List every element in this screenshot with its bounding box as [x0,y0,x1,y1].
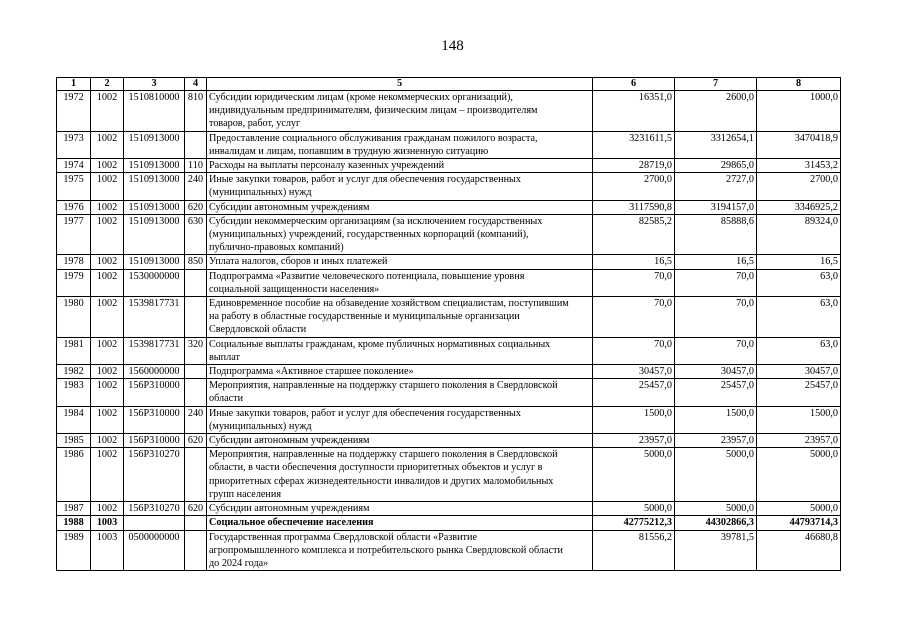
row-number-cell: 1975 [57,173,91,200]
row-number-cell: 1983 [57,379,91,406]
description-cell: Субсидии автономным учреждениям [207,200,593,214]
table-row [57,502,841,516]
expense-type-cell [185,297,207,338]
table-row [57,530,841,571]
expense-type-cell: 630 [185,214,207,255]
table-row [57,337,841,364]
row-number-cell: 1988 [57,516,91,530]
section-code-cell: 1002 [91,365,124,379]
description-cell: Социальное обеспечение населения [207,516,593,530]
expense-type-cell [185,365,207,379]
amount-cell-col6: 70,0 [593,269,675,296]
expense-type-cell [185,269,207,296]
amount-cell-col6: 16,5 [593,255,675,269]
amount-cell-col8: 5000,0 [757,502,841,516]
amount-cell-col6: 16351,0 [593,91,675,132]
expense-type-cell: 320 [185,337,207,364]
target-article-cell: 156P310270 [124,502,185,516]
amount-cell-col8: 23957,0 [757,434,841,448]
description-cell: Единовременное пособие на обзаведение хозяйством специалистам, поступившим на работу в областные государственные и муниципальные организации Свердловской области [207,297,593,338]
amount-cell-col6: 82585,2 [593,214,675,255]
row-number-cell: 1972 [57,91,91,132]
amount-cell-col8: 89324,0 [757,214,841,255]
expense-type-cell: 240 [185,406,207,433]
amount-cell-col7: 70,0 [675,269,757,296]
section-code-cell: 1002 [91,200,124,214]
header-row [57,78,841,91]
amount-cell-col7: 39781,5 [675,530,757,571]
section-code-cell: 1002 [91,214,124,255]
description-cell: Мероприятия, направленные на поддержку старшего поколения в Свердловской области [207,379,593,406]
target-article-cell: 1510913000 [124,214,185,255]
table-row [57,131,841,158]
table-row [57,269,841,296]
amount-cell-col8: 30457,0 [757,365,841,379]
amount-cell-col8: 25457,0 [757,379,841,406]
amount-cell-col6: 3231611,5 [593,131,675,158]
amount-cell-col6: 5000,0 [593,448,675,502]
row-number-cell: 1989 [57,530,91,571]
column-header: 8 [757,78,841,91]
target-article-cell [124,516,185,530]
amount-cell-col7: 3194157,0 [675,200,757,214]
description-cell: Субсидии автономным учреждениям [207,502,593,516]
amount-cell-col6: 70,0 [593,297,675,338]
description-cell: Субсидии автономным учреждениям [207,434,593,448]
section-code-cell: 1002 [91,297,124,338]
table-body [57,91,841,571]
amount-cell-col8: 63,0 [757,269,841,296]
table-row [57,365,841,379]
description-cell: Подпрограмма «Развитие человеческого потенциала, повышение уровня социальной защищенности населения» [207,269,593,296]
amount-cell-col8: 1000,0 [757,91,841,132]
section-code-cell: 1002 [91,379,124,406]
row-number-cell: 1978 [57,255,91,269]
column-header: 1 [57,78,91,91]
amount-cell-col7: 3312654,1 [675,131,757,158]
table-row [57,91,841,132]
section-code-cell: 1002 [91,337,124,364]
amount-cell-col8: 63,0 [757,337,841,364]
amount-cell-col7: 2600,0 [675,91,757,132]
amount-cell-col7: 5000,0 [675,502,757,516]
column-header: 5 [207,78,593,91]
target-article-cell: 156P310270 [124,448,185,502]
row-number-cell: 1977 [57,214,91,255]
amount-cell-col8: 63,0 [757,297,841,338]
target-article-cell: 1510810000 [124,91,185,132]
target-article-cell: 156P310000 [124,406,185,433]
section-code-cell: 1003 [91,516,124,530]
amount-cell-col7: 29865,0 [675,159,757,173]
target-article-cell: 1510913000 [124,159,185,173]
expense-type-cell: 110 [185,159,207,173]
row-number-cell: 1976 [57,200,91,214]
amount-cell-col7: 16,5 [675,255,757,269]
description-cell: Субсидии юридическим лицам (кроме некоммерческих организаций), индивидуальным предпринимателям, физическим лицам – производителям товаров, работ, услуг [207,91,593,132]
description-cell: Иные закупки товаров, работ и услуг для обеспечения государственных (муниципальных) нужд [207,173,593,200]
column-header: 4 [185,78,207,91]
expense-type-cell: 850 [185,255,207,269]
expense-type-cell: 620 [185,200,207,214]
expense-type-cell: 810 [185,91,207,132]
description-cell: Иные закупки товаров, работ и услуг для обеспечения государственных (муниципальных) нужд [207,406,593,433]
expense-type-cell [185,530,207,571]
target-article-cell: 1510913000 [124,200,185,214]
description-cell: Государственная программа Свердловской области «Развитие агропромышленного комплекса и потребительского рынка Свердловской области до 2024 года» [207,530,593,571]
amount-cell-col6: 23957,0 [593,434,675,448]
section-code-cell: 1002 [91,269,124,296]
table-row [57,297,841,338]
row-number-cell: 1985 [57,434,91,448]
budget-table [56,77,841,571]
amount-cell-col6: 2700,0 [593,173,675,200]
section-code-cell: 1002 [91,159,124,173]
section-code-cell: 1002 [91,173,124,200]
description-cell: Социальные выплаты гражданам, кроме публичных нормативных социальных выплат [207,337,593,364]
target-article-cell: 0500000000 [124,530,185,571]
target-article-cell: 156P310000 [124,434,185,448]
amount-cell-col6: 30457,0 [593,365,675,379]
expense-type-cell [185,448,207,502]
amount-cell-col7: 25457,0 [675,379,757,406]
row-number-cell: 1974 [57,159,91,173]
description-cell: Предоставление социального обслуживания гражданам пожилого возраста, инвалидам и лицам, попавшим в трудную жизненную ситуацию [207,131,593,158]
target-article-cell: 156P310000 [124,379,185,406]
table-row [57,159,841,173]
row-number-cell: 1982 [57,365,91,379]
amount-cell-col8: 44793714,3 [757,516,841,530]
expense-type-cell [185,516,207,530]
description-cell: Субсидии некоммерческим организациям (за исключением государственных (муниципальных) учреждений, государственных корпораций (компаний), публично-правовых компаний) [207,214,593,255]
amount-cell-col6: 1500,0 [593,406,675,433]
row-number-cell: 1979 [57,269,91,296]
expense-type-cell: 620 [185,502,207,516]
table-row [57,406,841,433]
amount-cell-col8: 3346925,2 [757,200,841,214]
table-row [57,214,841,255]
section-code-cell: 1002 [91,131,124,158]
section-code-cell: 1002 [91,434,124,448]
amount-cell-col6: 42775212,3 [593,516,675,530]
column-header: 7 [675,78,757,91]
description-cell: Уплата налогов, сборов и иных платежей [207,255,593,269]
target-article-cell: 1539817731 [124,297,185,338]
expense-type-cell: 240 [185,173,207,200]
amount-cell-col7: 5000,0 [675,448,757,502]
expense-type-cell [185,379,207,406]
amount-cell-col6: 25457,0 [593,379,675,406]
description-cell: Мероприятия, направленные на поддержку старшего поколения в Свердловской области, в части обеспечения доступности приоритетных объектов и услуг в приоритетных сферах жизнедеятельности инвалидов и других маломобильных групп населения [207,448,593,502]
section-code-cell: 1003 [91,530,124,571]
table-row [57,173,841,200]
amount-cell-col6: 5000,0 [593,502,675,516]
target-article-cell: 1510913000 [124,131,185,158]
amount-cell-col6: 3117590,8 [593,200,675,214]
amount-cell-col7: 44302866,3 [675,516,757,530]
amount-cell-col7: 70,0 [675,297,757,338]
table-row [57,379,841,406]
page-number: 148 [441,38,464,54]
expense-type-cell: 620 [185,434,207,448]
amount-cell-col8: 46680,8 [757,530,841,571]
amount-cell-col6: 28719,0 [593,159,675,173]
amount-cell-col7: 85888,6 [675,214,757,255]
description-cell: Расходы на выплаты персоналу казенных учреждений [207,159,593,173]
amount-cell-col8: 31453,2 [757,159,841,173]
amount-cell-col7: 1500,0 [675,406,757,433]
amount-cell-col8: 5000,0 [757,448,841,502]
amount-cell-col8: 2700,0 [757,173,841,200]
section-code-cell: 1002 [91,448,124,502]
expense-type-cell [185,131,207,158]
amount-cell-col6: 81556,2 [593,530,675,571]
section-code-cell: 1002 [91,406,124,433]
amount-cell-col7: 70,0 [675,337,757,364]
section-code-cell: 1002 [91,502,124,516]
row-number-cell: 1987 [57,502,91,516]
amount-cell-col7: 30457,0 [675,365,757,379]
table-row [57,516,841,530]
amount-cell-col8: 1500,0 [757,406,841,433]
row-number-cell: 1973 [57,131,91,158]
amount-cell-col6: 70,0 [593,337,675,364]
table-row [57,255,841,269]
column-header: 6 [593,78,675,91]
target-article-cell: 1530000000 [124,269,185,296]
row-number-cell: 1986 [57,448,91,502]
description-cell: Подпрограмма «Активное старшее поколение» [207,365,593,379]
target-article-cell: 1539817731 [124,337,185,364]
column-header: 2 [91,78,124,91]
row-number-cell: 1984 [57,406,91,433]
amount-cell-col7: 23957,0 [675,434,757,448]
target-article-cell: 1560000000 [124,365,185,379]
amount-cell-col8: 3470418,9 [757,131,841,158]
row-number-cell: 1980 [57,297,91,338]
section-code-cell: 1002 [91,255,124,269]
amount-cell-col8: 16,5 [757,255,841,269]
column-header: 3 [124,78,185,91]
target-article-cell: 1510913000 [124,255,185,269]
section-code-cell: 1002 [91,91,124,132]
amount-cell-col7: 2727,0 [675,173,757,200]
table-row [57,434,841,448]
table-row [57,448,841,502]
table-row [57,200,841,214]
row-number-cell: 1981 [57,337,91,364]
target-article-cell: 1510913000 [124,173,185,200]
